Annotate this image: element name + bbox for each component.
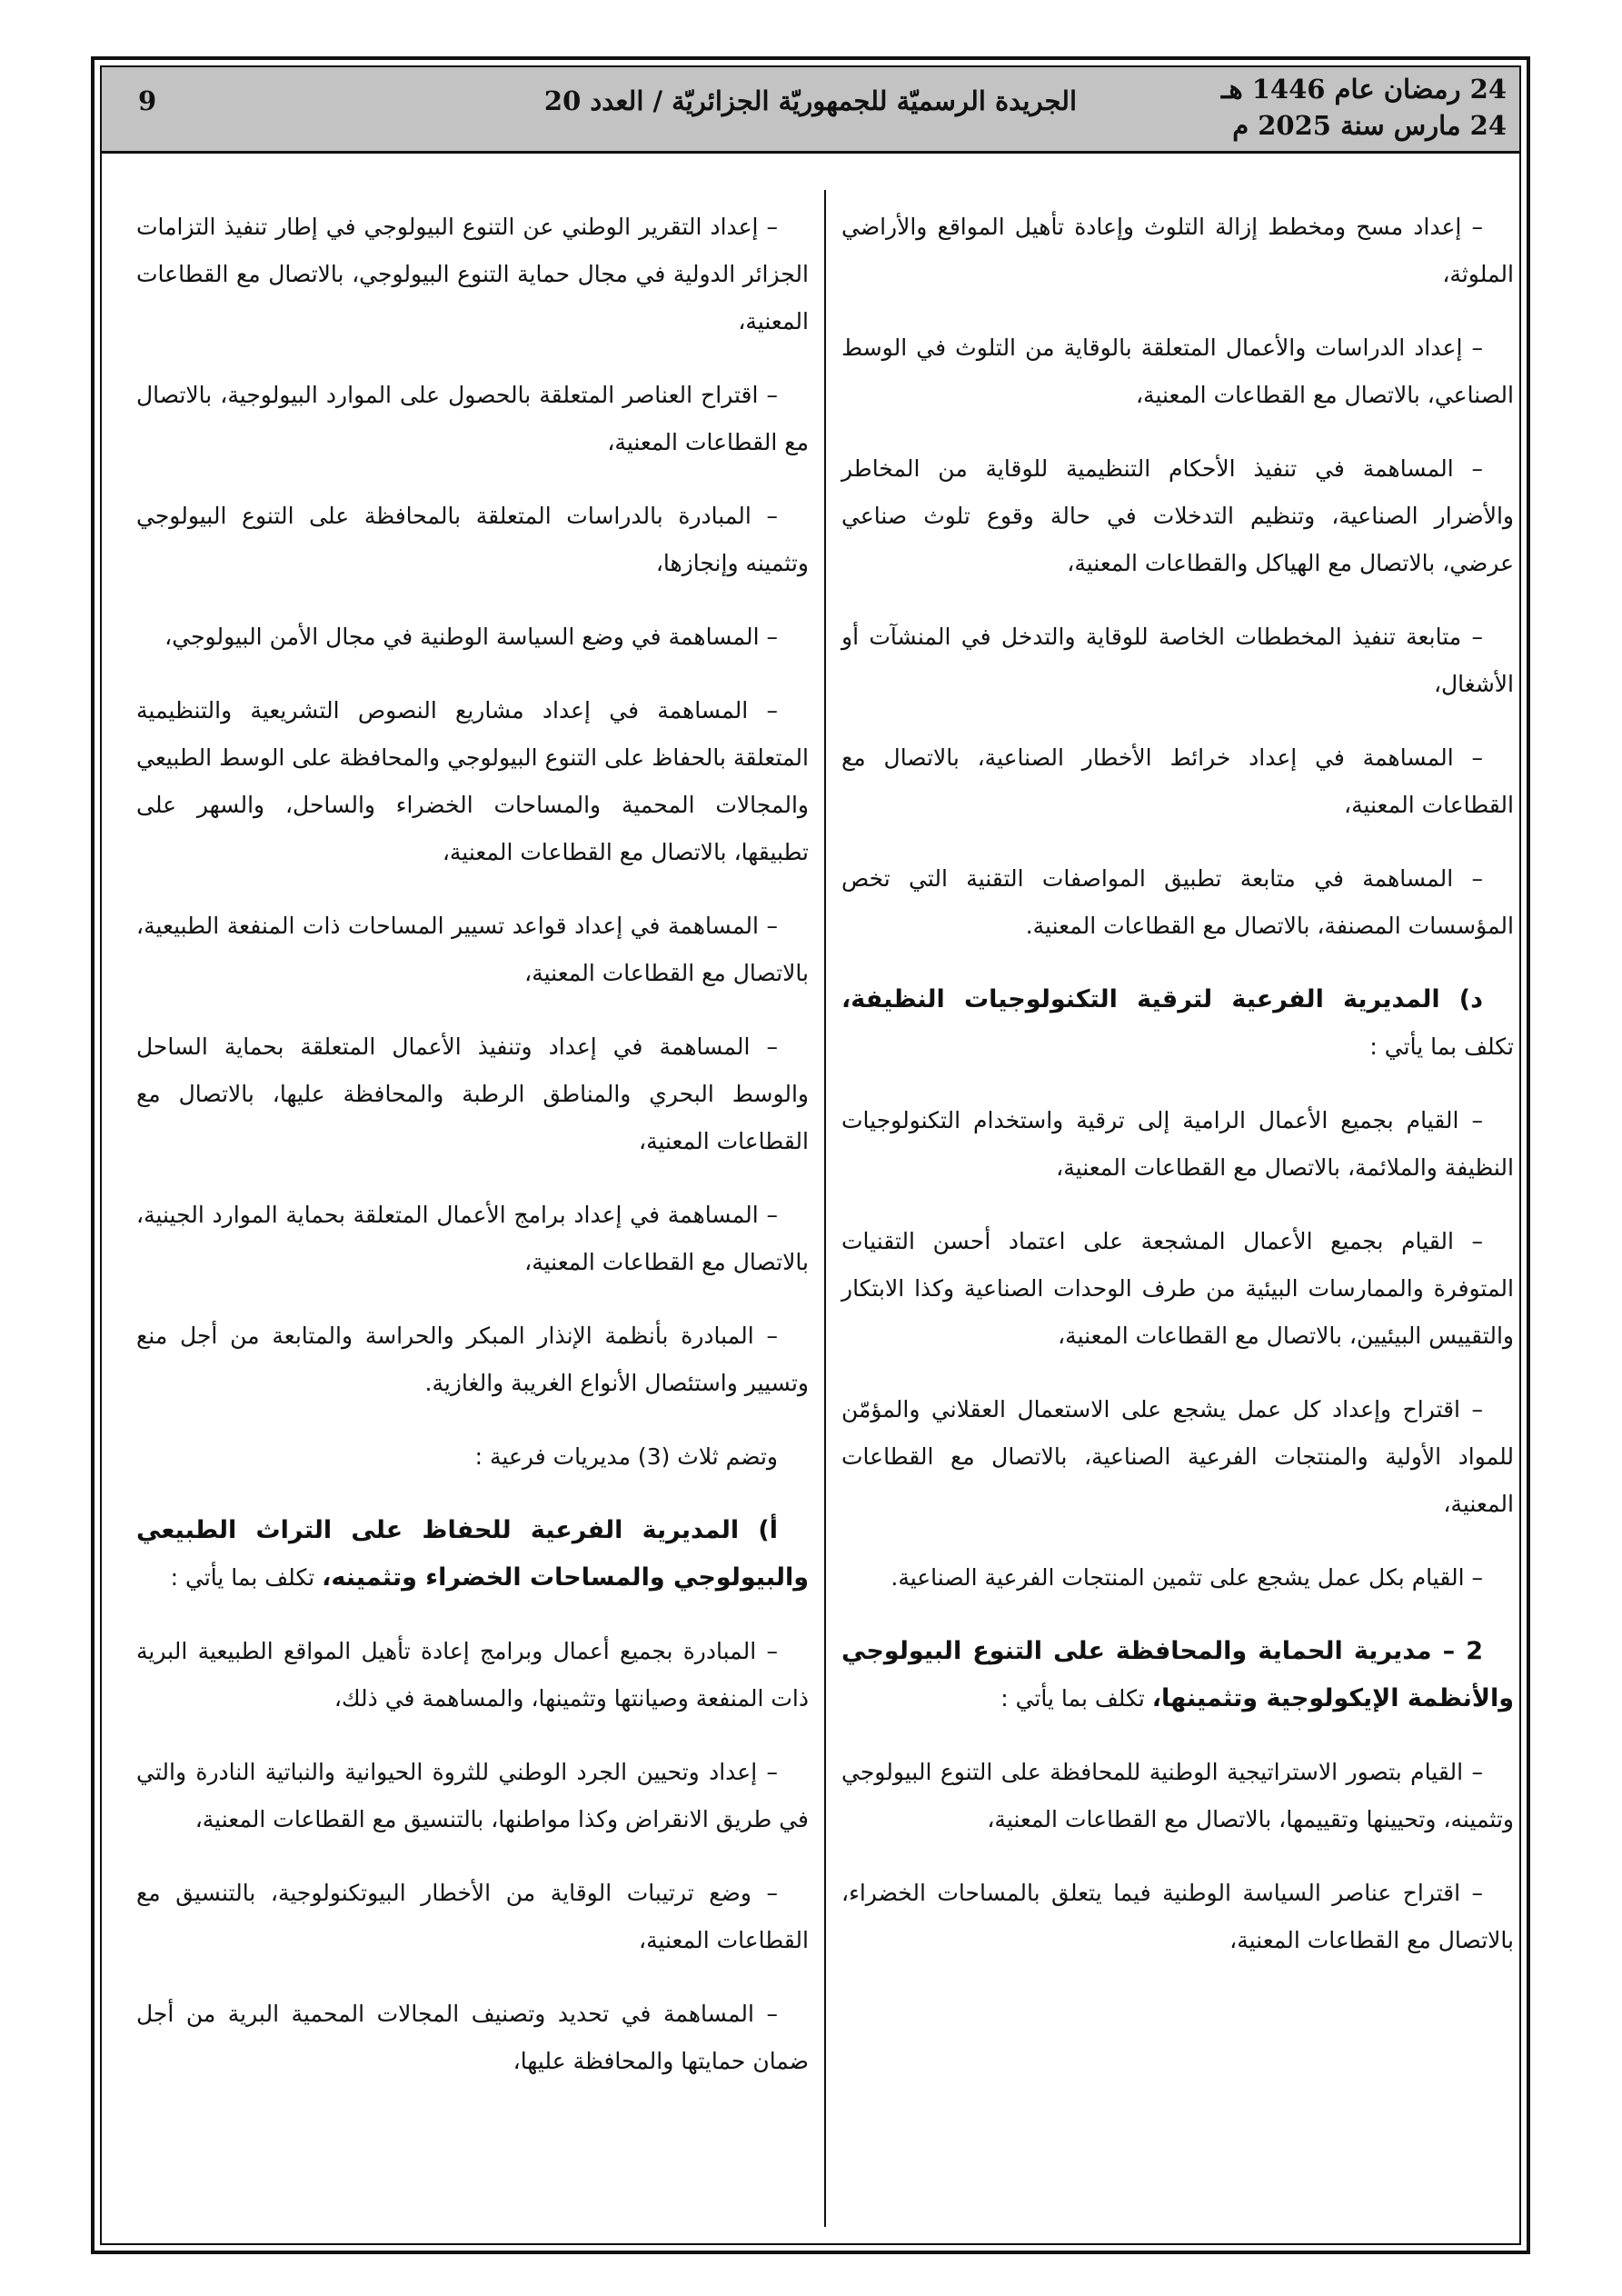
paragraph-text: – القيام بكل عمل يشجع على تثمين المنتجات الفرعية الصناعية. [891, 1564, 1483, 1591]
paragraph-text: تكلف بما يأتي : [1000, 1685, 1152, 1712]
paragraph-text: – وضع ترتيبات الوقاية من الأخطار البيوتكنولوجية، بالتنسيق مع القطاعات المعنية، [136, 1880, 809, 1953]
paragraph-text: – المبادرة بأنظمة الإنذار المبكر والحراسة والمتابعة من أجل منع وتسيير واستئصال الأنواع الغريبة والغازية. [136, 1323, 809, 1396]
paragraph-text: – اقتراح عناصر السياسة الوطنية فيما يتعلق بالمساحات الخضراء، بالاتصال مع القطاعات المعنية، [841, 1880, 1514, 1953]
paragraph [841, 614, 1514, 708]
paragraph-text: – المساهمة في إعداد برامج الأعمال المتعلقة بحماية الموارد الجينية، بالاتصال مع القطاعات المعنية، [136, 1202, 809, 1275]
paragraph-text: – إعداد التقرير الوطني عن التنوع البيولوجي في إطار تنفيذ التزامات الجزائر الدولية في مجال حماية التنوع البيولوجي، بالاتصال مع القطاعات المعنية، [136, 214, 809, 334]
page-frame [91, 56, 1530, 2254]
paragraph [136, 1628, 809, 1722]
column-divider [824, 190, 826, 2227]
paragraph [136, 1192, 809, 1286]
paragraph [841, 1749, 1514, 1843]
paragraph-text: – المساهمة في إعداد خرائط الأخطار الصناعية، بالاتصال مع القطاعات المعنية، [841, 744, 1514, 818]
page-header [102, 67, 1519, 154]
paragraph [841, 1218, 1514, 1360]
paragraph-text: – المساهمة في إعداد مشاريع النصوص التشريعية والتنظيمية المتعلقة بالحفاظ على التنوع البيولوجي والمحافظة على الوسط الطبيعي والمجالات المحمية والمساحات الخضراء والساحل، والسهر على تطبيقها، بالاتصال مع القطاعات المعنية، [136, 697, 809, 865]
paragraph [841, 445, 1514, 587]
paragraph-text: – إعداد الدراسات والأعمال المتعلقة بالوقاية من التلوث في الوسط الصناعي، بالاتصال مع القطاعات المعنية، [841, 334, 1514, 408]
paragraph-text: – المساهمة في تحديد وتصنيف المجالات المحمية البرية من أجل ضمان حمايتها والمحافظة عليها، [136, 2001, 809, 2074]
paragraph-text: تكلف بما يأتي : [1369, 1033, 1514, 1060]
paragraph-text: – المساهمة في تنفيذ الأحكام التنظيمية للوقاية من المخاطر والأضرار الصناعية، وتنظيم التدخلات في حالة وقوع تلوث صناعي عرضي، بالاتصال مع الهياكل والقطاعات المعنية، [841, 455, 1514, 576]
paragraph [136, 493, 809, 587]
section-heading: د) المديرية الفرعية لترقية التكنولوجيات النظيفة، [841, 985, 1483, 1013]
section-heading-paragraph [136, 1507, 809, 1602]
paragraph-text: – المساهمة في متابعة تطبيق المواصفات التقنية التي تخص المؤسسات المصنفة، بالاتصال مع القطاعات المعنية. [841, 865, 1514, 939]
paragraph [136, 372, 809, 466]
paragraph-text: – المساهمة في وضع السياسة الوطنية في مجال الأمن البيولوجي، [164, 624, 778, 650]
paragraph [136, 204, 809, 345]
paragraph [136, 1433, 809, 1481]
paragraph [841, 1554, 1514, 1602]
section-heading-paragraph [841, 1628, 1514, 1722]
paragraph [841, 1097, 1514, 1192]
hijri-date: 24 رمضان عام 1446 هـ [1220, 74, 1507, 105]
paragraph-text: – القيام بتصور الاستراتيجية الوطنية للمحافظة على التنوع البيولوجي وتثمينه، وتحيينها وتقييمها، بالاتصال مع القطاعات المعنية، [841, 1759, 1514, 1832]
paragraph [841, 1870, 1514, 1964]
journal-title: الجريدة الرسميّة للجمهوريّة الجزائريّة / العدد 20 [543, 85, 1078, 116]
paragraph [841, 204, 1514, 298]
section-heading-paragraph [841, 976, 1514, 1071]
paragraph-text: – إعداد وتحيين الجرد الوطني للثروة الحيوانية والنباتية النادرة والتي في طريق الانقراض وكذا مواطنها، بالتنسيق مع القطاعات المعنية، [136, 1759, 809, 1832]
section-heading: أ) المديرية الفرعية للحفاظ على التراث الطبيعي والبيولوجي والمساحات الخضراء وتثمينه، [136, 1516, 809, 1592]
section-heading: 2 – مديرية الحماية والمحافظة على التنوع البيولوجي والأنظمة الإيكولوجية وتثمينها، [841, 1637, 1514, 1712]
paragraph-text: – المبادرة بالدراسات المتعلقة بالمحافظة على التنوع البيولوجي وتثمينه وإنجازها، [136, 503, 809, 576]
paragraph [136, 687, 809, 876]
paragraph [841, 1386, 1514, 1528]
gregorian-date: 24 مارس سنة 2025 م [1232, 110, 1507, 141]
paragraph-text: – المبادرة بجميع أعمال وبرامج إعادة تأهيل المواقع الطبيعية البرية ذات المنفعة وصيانتها وتثمينها، والمساهمة في ذلك، [136, 1638, 809, 1712]
paragraph [136, 1313, 809, 1407]
paragraph-text: – القيام بجميع الأعمال الرامية إلى ترقية واستخدام التكنولوجيات النظيفة والملائمة، بالاتصال مع القطاعات المعنية، [841, 1107, 1514, 1181]
paragraph [136, 1749, 809, 1843]
paragraph [841, 855, 1514, 950]
left-column [136, 204, 809, 2111]
paragraph-text: – اقتراح العناصر المتعلقة بالحصول على الموارد البيولوجية، بالاتصال مع القطاعات المعنية، [136, 382, 809, 455]
paragraph [136, 1991, 809, 2085]
paragraph-text: – المساهمة في إعداد وتنفيذ الأعمال المتعلقة بحماية الساحل والوسط البحري والمناطق الرطبة والمحافظة عليها، بالاتصال مع القطاعات المعنية، [136, 1033, 809, 1154]
paragraph [841, 734, 1514, 829]
paragraph-text: – المساهمة في إعداد قواعد تسيير المساحات ذات المنفعة الطبيعية، بالاتصال مع القطاعات المعنية، [136, 913, 809, 986]
paragraph-text: – القيام بجميع الأعمال المشجعة على اعتماد أحسن التقنيات المتوفرة والممارسات البيئية من طرف الوحدات الصناعية وكذا الابتكار والتقييس البيئيين، بالاتصال مع القطاعات المعنية، [841, 1228, 1514, 1349]
paragraph [136, 1870, 809, 1964]
paragraph [136, 1023, 809, 1165]
right-column [841, 204, 1514, 1991]
paragraph-text: تكلف بما يأتي : [170, 1564, 323, 1591]
paragraph-text: – إعداد مسح ومخطط إزالة التلوث وإعادة تأهيل المواقع والأراضي الملوثة، [841, 214, 1514, 287]
paragraph-text: – متابعة تنفيذ المخططات الخاصة للوقاية والتدخل في المنشآت أو الأشغال، [841, 624, 1514, 697]
paragraph [136, 903, 809, 997]
paragraph-text: وتضم ثلاث (3) مديريات فرعية : [474, 1443, 778, 1470]
paragraph-text: – اقتراح وإعداد كل عمل يشجع على الاستعمال العقلاني والمؤمّن للمواد الأولية والمنتجات الفرعية الصناعية، بالاتصال مع القطاعات المعنية، [841, 1396, 1514, 1517]
paragraph [136, 614, 809, 661]
page-inner-frame [100, 65, 1521, 2245]
page-number: 9 [138, 85, 157, 116]
paragraph [841, 324, 1514, 419]
